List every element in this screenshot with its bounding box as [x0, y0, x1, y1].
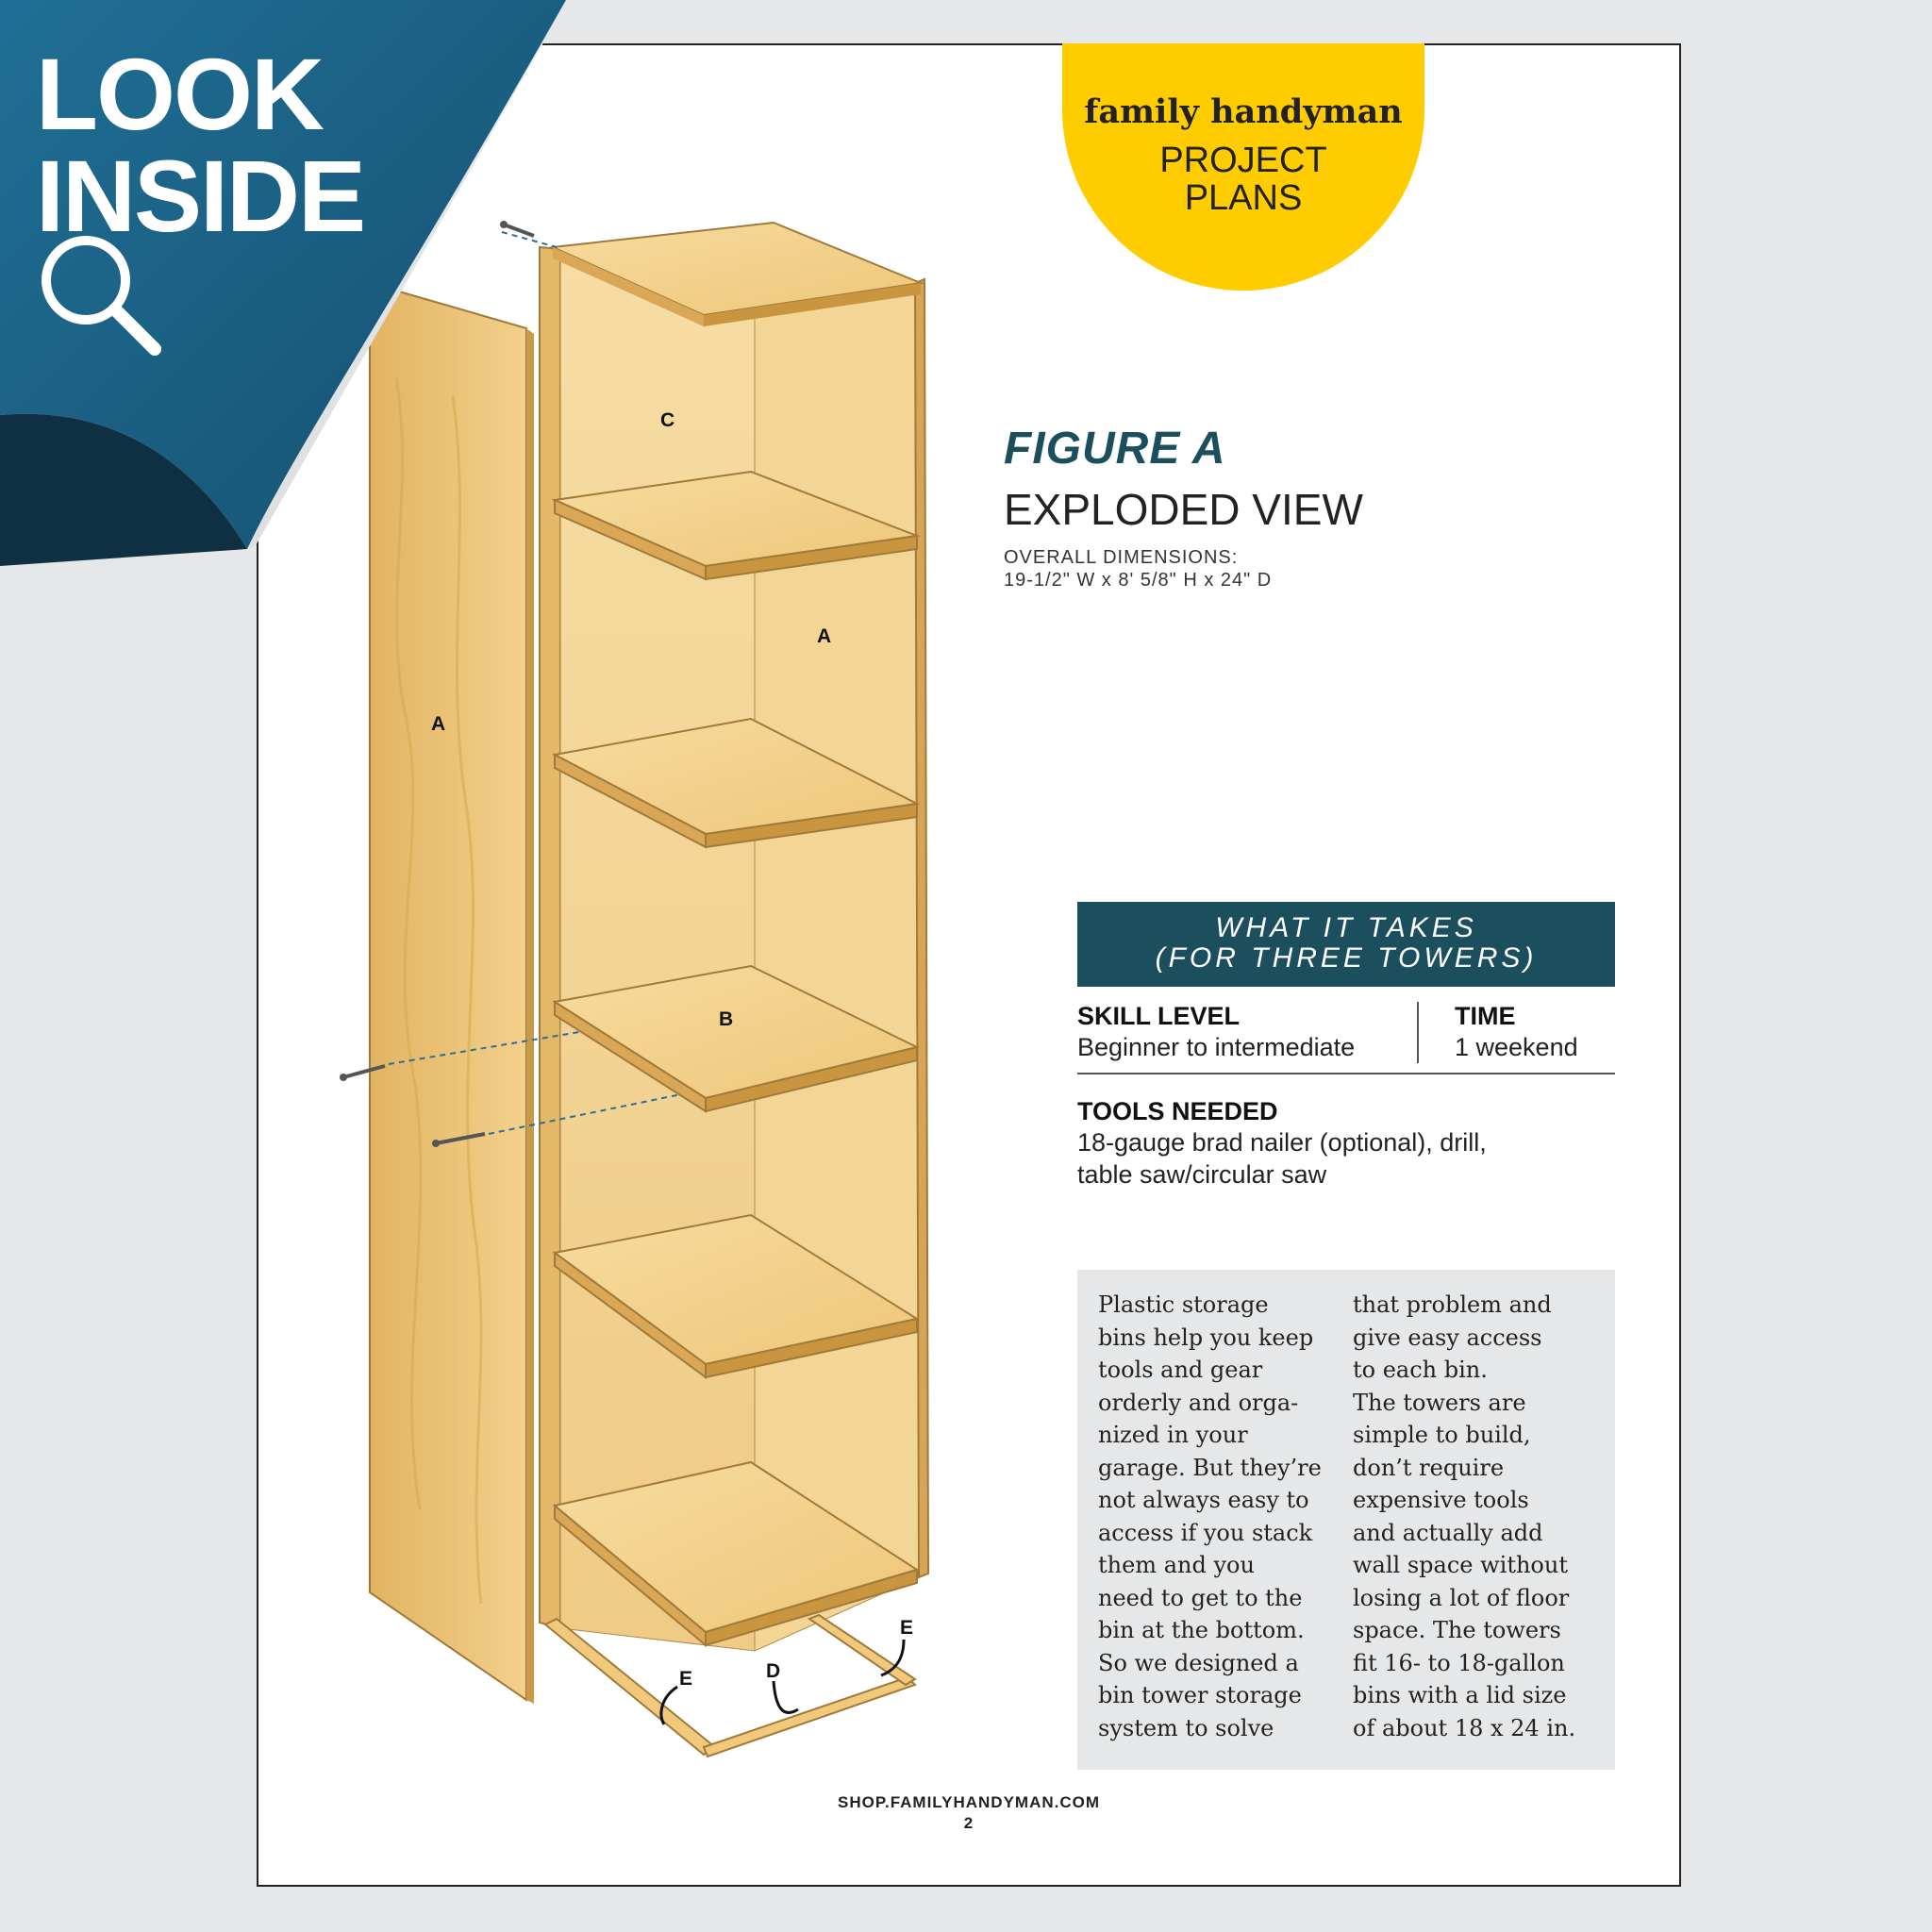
part-label-a-right: A: [817, 625, 832, 647]
part-label-d: D: [766, 1660, 781, 1682]
part-label-b: B: [719, 1008, 734, 1030]
plans-line-1: PROJECT: [1159, 141, 1327, 180]
part-label-e-left: E: [679, 1668, 693, 1690]
intro-column-2: that problem and give easy access to each bin. The towers are simple to build, don’t require expensive tools and actually add wall space without losing a lot of floor space. The towers fit 16- to 18-gallon bins with a lid size of about 18 x 24 in.: [1353, 1291, 1576, 1741]
figure-title: FIGURE A: [1004, 424, 1226, 474]
magnifier-icon: [34, 228, 166, 360]
footer-site: SHOP.FAMILYHANDYMAN.COM: [837, 1793, 1101, 1811]
time-label: TIME: [1455, 1002, 1516, 1030]
header-line-2: (FOR THREE TOWERS): [1155, 942, 1538, 974]
dimensions-value: 19-1/2" W x 8' 5/8" H x 24" D: [1004, 570, 1273, 591]
part-label-e-right: E: [900, 1617, 914, 1639]
part-label-a-left: A: [431, 713, 446, 735]
time-value: 1 weekend: [1455, 1033, 1578, 1061]
tools-label: TOOLS NEEDED: [1077, 1097, 1278, 1125]
page-number: 2: [963, 1814, 974, 1832]
brand-logo: family handyman: [1084, 92, 1403, 131]
dimensions-label: OVERALL DIMENSIONS:: [1004, 547, 1239, 568]
skill-level-value: Beginner to intermediate: [1077, 1033, 1356, 1061]
header-line-1: WHAT IT TAKES: [1215, 912, 1477, 943]
inside-text: INSIDE: [36, 139, 365, 253]
tower-body: [540, 223, 928, 1651]
part-label-c: C: [660, 409, 675, 431]
plans-line-2: PLANS: [1184, 178, 1303, 218]
look-inside-text: [36, 37, 365, 253]
tools-line-2: table saw/circular saw: [1077, 1160, 1327, 1189]
look-text: LOOK: [36, 37, 323, 151]
tools-line-1: 18-gauge brad nailer (optional), drill,: [1077, 1128, 1487, 1157]
figure-subtitle: EXPLODED VIEW: [1004, 485, 1363, 534]
intro-column-1: Plastic storage bins help you keep tools and gear orderly and orga- nized in your garage. But they’re not always easy to access if you stack them and you need to get to the bin at the bottom. So we designed a bin tower storage system to solve: [1098, 1291, 1322, 1741]
skill-level-label: SKILL LEVEL: [1077, 1002, 1241, 1030]
